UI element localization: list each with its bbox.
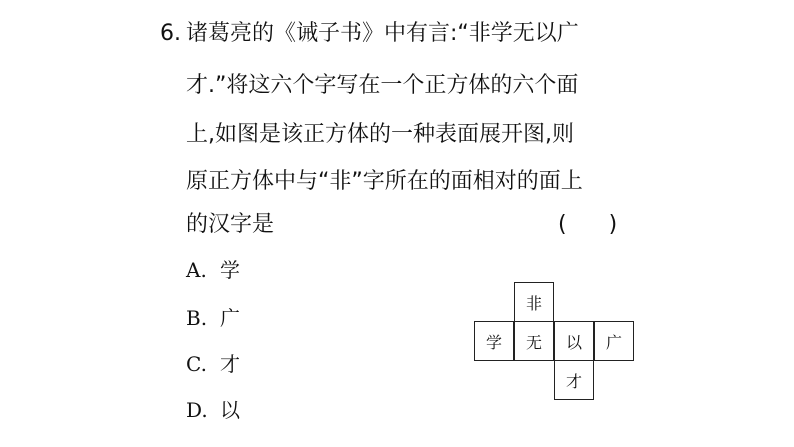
option-text: 才 — [220, 352, 240, 376]
option-c — [186, 351, 240, 377]
net-cell-bottom: 才 — [554, 360, 594, 400]
net-cell-row-2: 无 — [514, 321, 554, 361]
answer-parentheses — [558, 211, 617, 239]
question-line-5: 的汉字是 — [186, 212, 275, 237]
paren-close: ) — [608, 212, 618, 237]
option-a — [186, 257, 240, 283]
option-text: 学 — [220, 258, 240, 282]
option-b — [186, 305, 240, 331]
net-cell-row-4: 广 — [594, 321, 634, 361]
option-letter: B. — [186, 306, 208, 330]
option-letter: A. — [186, 258, 207, 282]
question-line-4: 原正方体中与“非”字所在的面相对的面上 — [186, 169, 583, 194]
question-line-2: 才.”将这六个字写在一个正方体的六个面 — [186, 73, 579, 98]
net-cell-row-3: 以 — [554, 321, 594, 361]
question-line-1: 诸葛亮的《诫子书》中有言:“非学无以广 — [186, 21, 579, 46]
net-cell-row-1: 学 — [474, 321, 514, 361]
option-text: 广 — [220, 306, 240, 330]
option-d — [186, 397, 240, 423]
paren-open: ( — [558, 212, 567, 237]
question-line-3: 上,如图是该正方体的一种表面展开图,则 — [186, 122, 574, 147]
question-number: 6. — [160, 21, 181, 46]
option-letter: C. — [186, 352, 207, 376]
option-letter: D. — [186, 398, 208, 422]
net-cell-top: 非 — [514, 282, 554, 322]
option-text: 以 — [220, 398, 240, 422]
